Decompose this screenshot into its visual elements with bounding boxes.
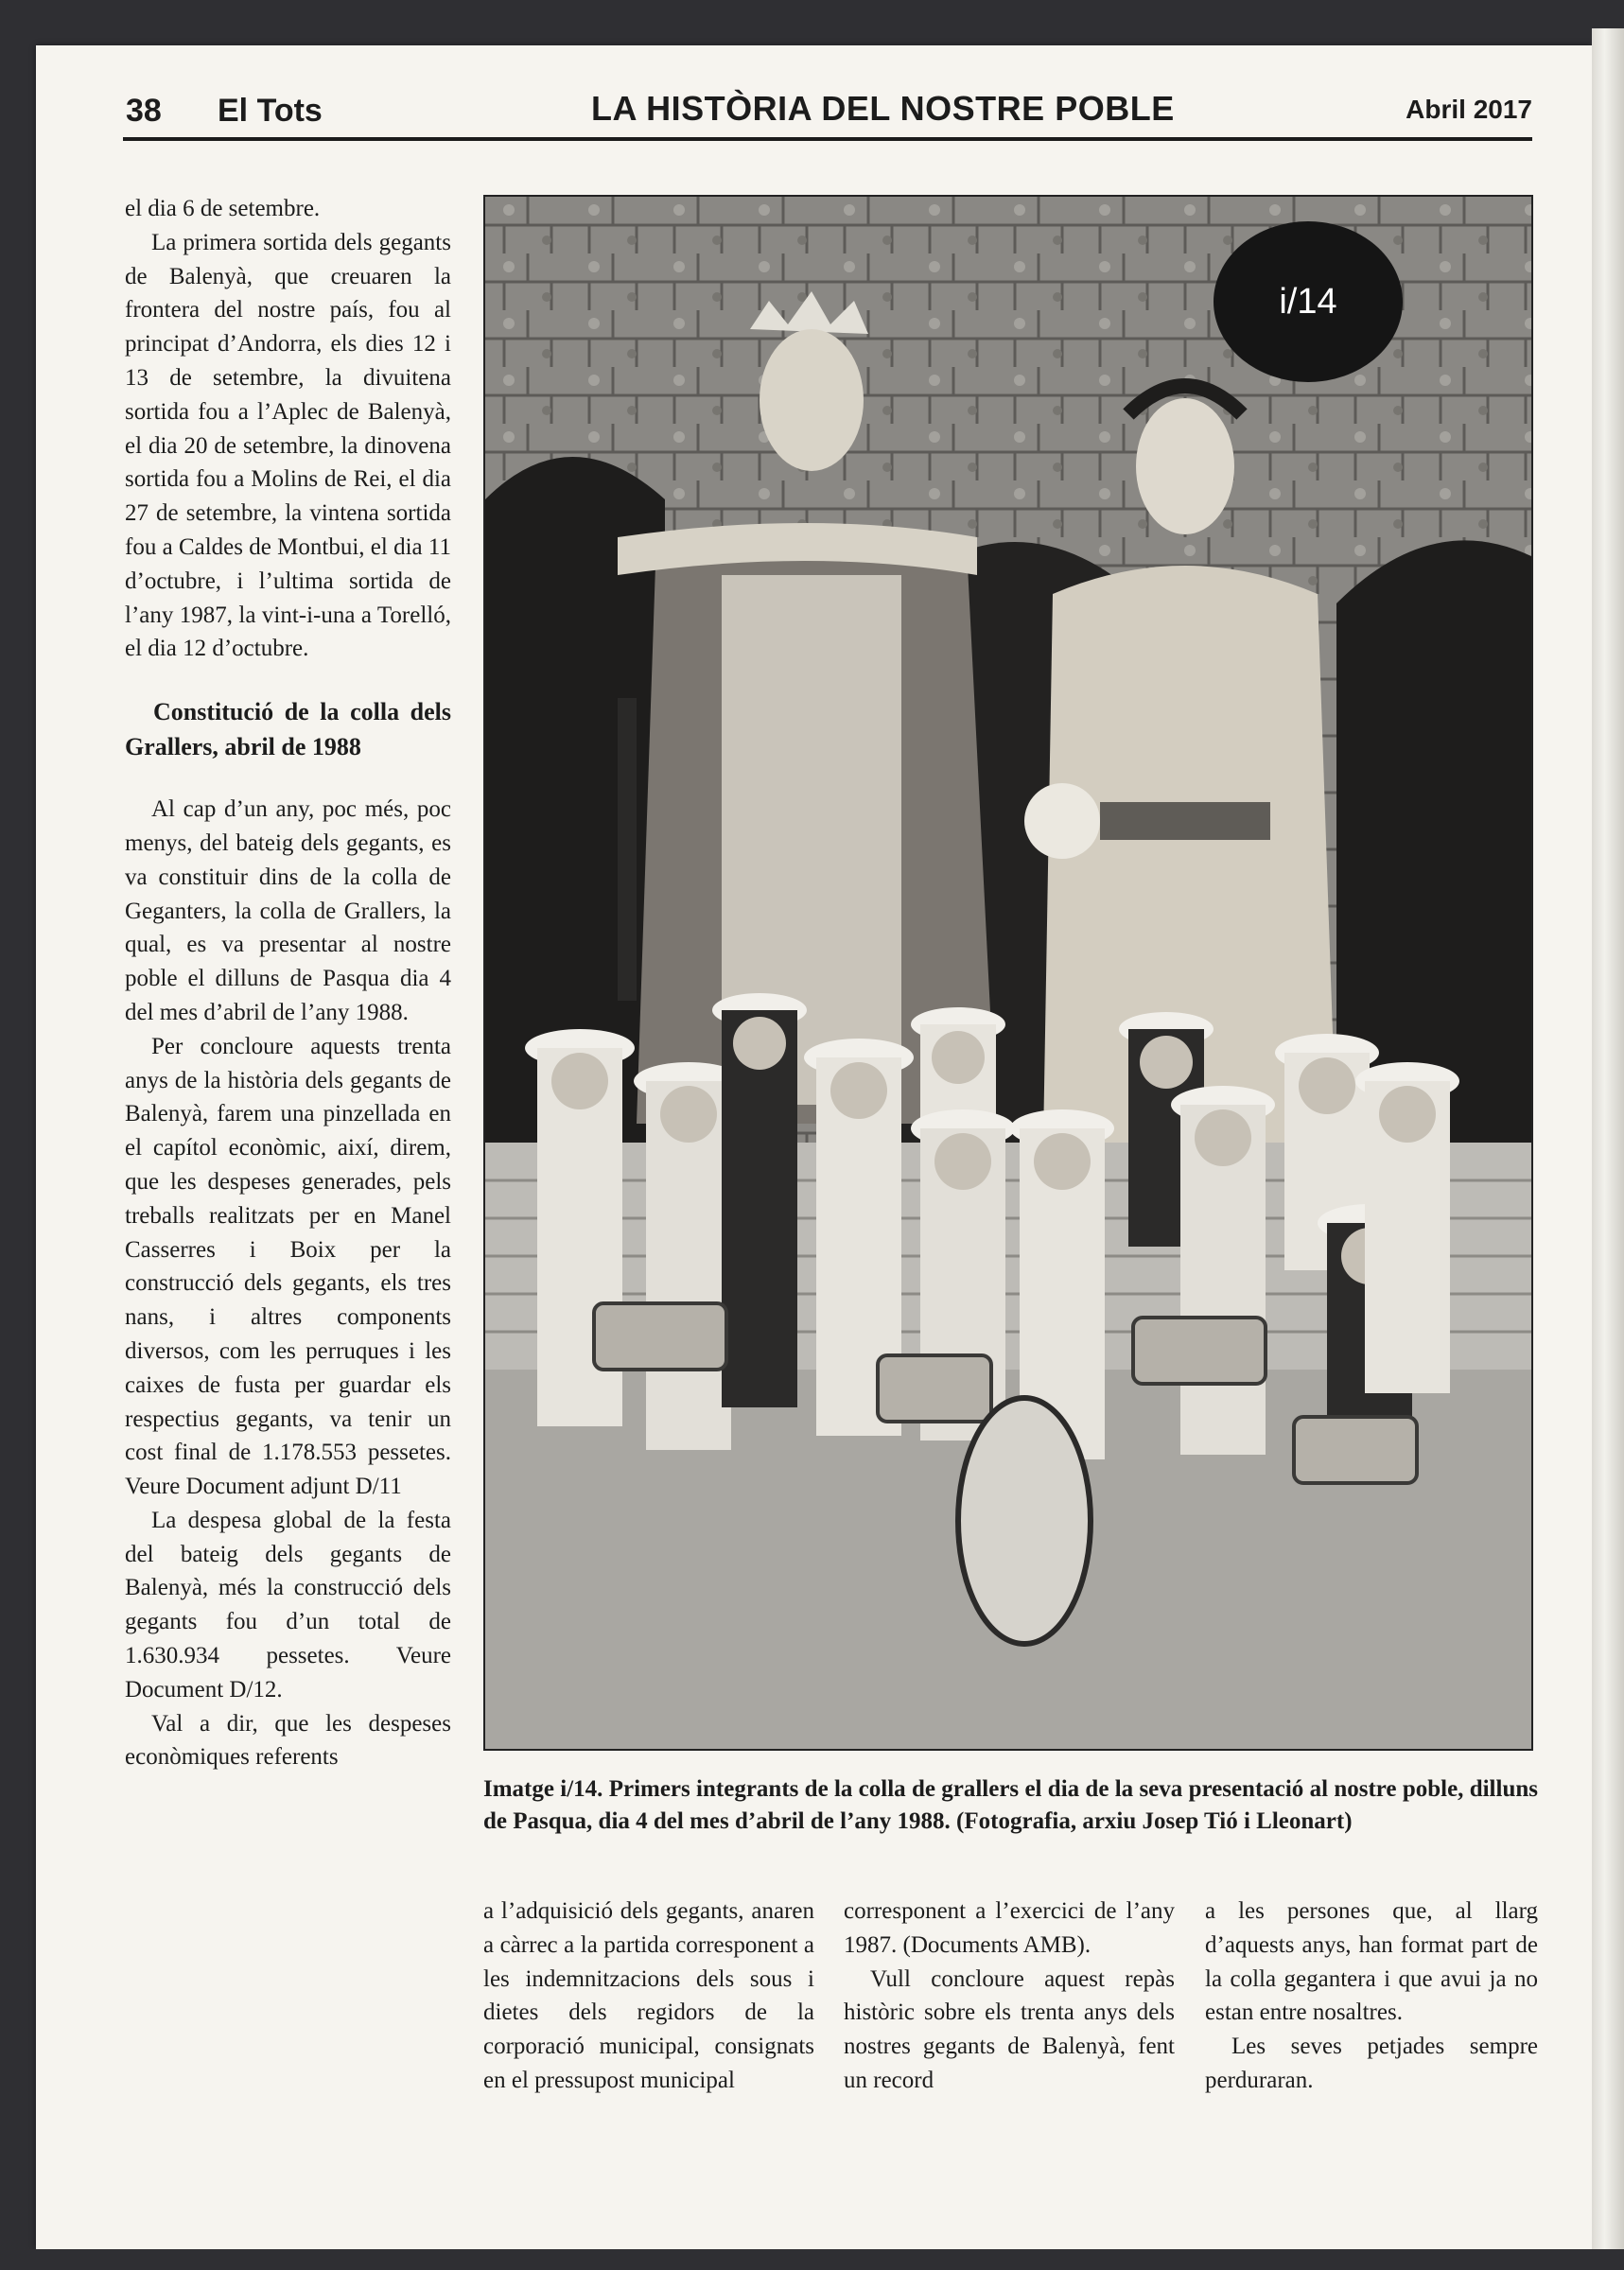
paragraph: Al cap d’un any, poc més, poc menys, del bateig dels gegants, es va constituir dins de la colla de Geganters, la colla de Grallers, la qual, es va presentar al nostre poble el dilluns de Pasqua dia 4 del mes d’abril de l’any 1988.	[125, 796, 451, 1025]
section-title: LA HISTÒRIA DEL NOSTRE POBLE	[591, 89, 1175, 128]
paragraph: corresponent a l’exercici de l’any 1987. (Documents AMB).	[844, 1898, 1175, 1958]
paragraph: La despesa global de la festa del bateig dels gegants de Balenyà, més la construcció dels gegants fou d’un total de 1.630.934 pessetes. Veure Document D/12.	[125, 1507, 451, 1702]
text-column-3	[844, 1895, 1175, 2098]
page-header	[90, 83, 1532, 140]
scan-background	[0, 2249, 1624, 2270]
left-text-column	[125, 192, 451, 1774]
paragraph: a les persones que, al llarg d’aquests anys, han format part de la colla gegantera i que avui ja no estan entre nosaltres.	[1205, 1898, 1538, 2026]
magazine-name: El Tots	[218, 93, 323, 129]
paragraph: el dia 6 de setembre.	[125, 196, 321, 221]
issue-date: Abril 2017	[1406, 95, 1532, 124]
paragraph: Val a dir, que les despeses econòmiques referents	[125, 1710, 451, 1771]
paragraph: Vull concloure aquest repàs històric sobre els trenta anys dels nostres gegants de Balenyà, fent un record	[844, 1965, 1175, 2093]
text-column-4	[1205, 1895, 1538, 2098]
text-column-2	[483, 1895, 814, 2098]
photo-caption: Imatge i/14. Primers integrants de la colla de grallers el dia de la seva presentació al nostre poble, dilluns de Pasqua, dia 4 del mes d’abril de l’any 1988. (Fotografia, arxiu Josep Tió i Lleonart)	[483, 1776, 1538, 1834]
image-number-badge: i/14	[1214, 221, 1403, 382]
next-page-edge	[1592, 28, 1624, 2270]
giants-group-photo	[483, 195, 1533, 1751]
paragraph: La primera sortida dels gegants de Balenyà, que creuaren la frontera del nostre país, fou al principat d’Andorra, els dies 12 i 13 de setembre, la divuitena sortida fou a l’Aplec de Balenyà, el dia 20 de setembre, la dinovena sortida fou a Molins de Rei, el dia 27 de setembre, la vintena sortida fou a Caldes de Montbui, el dia 11 d’octubre, i l’ultima sortida de l’any 1987, la vint-i-una a Torelló, el dia 12 d’octubre.	[125, 229, 451, 662]
header-rule	[123, 137, 1532, 141]
photo-illustration	[485, 197, 1531, 1749]
paragraph: a l’adquisició dels gegants, anaren a càrrec a la partida corresponent a les indemnitzacions dels sous i dietes dels regidors de la corporació municipal, consignats en el pressupost municipal	[483, 1898, 814, 2093]
paragraph: Les seves petjades sempre perduraran.	[1205, 2034, 1538, 2093]
page-number: 38	[126, 93, 162, 129]
paragraph: Per concloure aquests trenta anys de la història dels gegants de Balenyà, farem una pinzellada en el capítol econòmic, així, direm, que les despeses generades, pels treballs realitzats per en Manel Casserres i Boix per la construcció dels gegants, els tres nans, i altres components diversos, com les perruques i les caixes de fusta per guardar els respectius gegants, va tenir un cost final de 1.178.553 pessetes. Veure Document adjunt D/11	[125, 1033, 451, 1500]
subheading: Constitució de la colla dels Grallers, abril de 1988	[125, 698, 451, 761]
